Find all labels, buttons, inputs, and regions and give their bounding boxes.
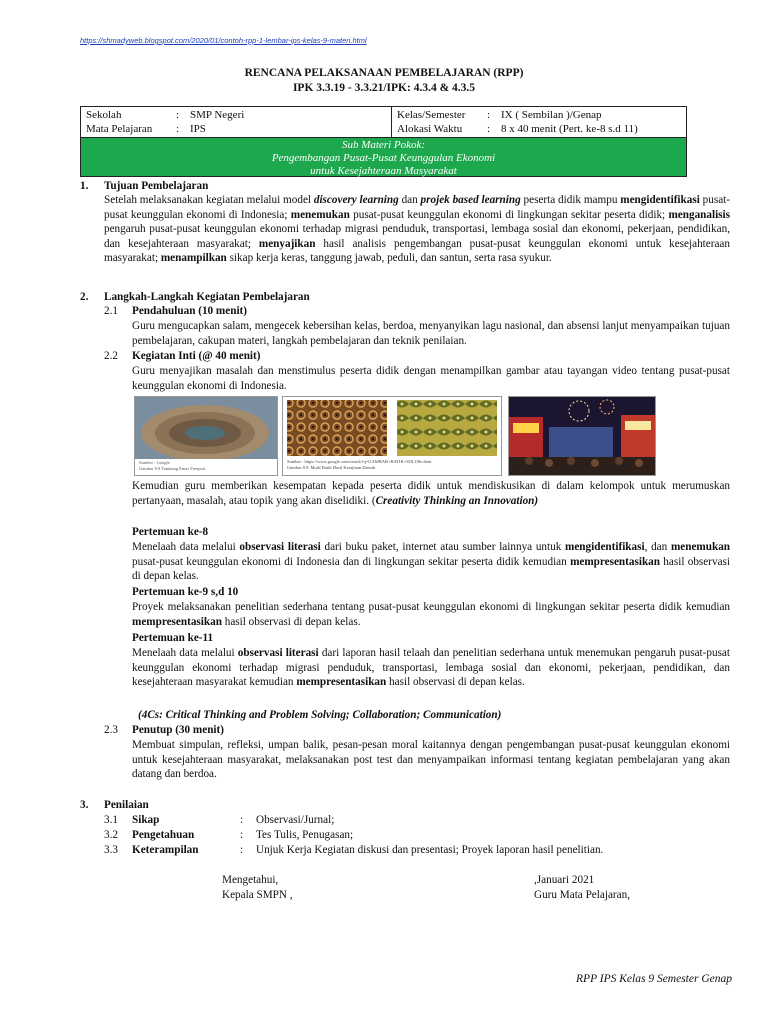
sub-materi-banner <box>80 137 687 177</box>
s23-text: Membuat simpulan, refleksi, umpan balik, pesan-pesan moral kaitannya dengan pengembangan pusat-pusat keunggulan ekonomi untuk kesejahteraan masyarakat, melaksanakan post test dan menyampaikan informasi tentang kegiatan pembelajaran yang akan datang dan berdoa. <box>132 739 730 781</box>
p8-text: Menelaah data melalui observasi literasi dari buku paket, internet atau sumber lainnya untuk mengidentifikasi, dan menemukan pusat-pusat keunggulan ekonomi di Indonesia dan di lingkungan sekitar peserta didik kemudian mempresentasikan hasil observasi di depan kelas. <box>132 541 731 583</box>
p9-text: Proyek melaksanakan penelitian sederhana tentang pusat-pusat keunggulan ekonomi di lingkungan sekitar peserta didik kemudian mempresentasikan hasil observasi di depan kelas. <box>132 601 730 628</box>
p8-heading: Pertemuan ke-8 <box>132 526 209 538</box>
section2-heading: 2. Langkah-Langkah Kegiatan Pembelajaran <box>80 291 310 303</box>
alokasi-value: 8 x 40 menit (Pert. ke-8 s.d 11) <box>501 123 638 136</box>
document-subtitle: IPK 3.3.19 - 3.3.21/IPK: 4.3.4 & 4.3.5 <box>292 82 476 94</box>
signature-right-line1: ,Januari 2021 <box>534 874 595 886</box>
sekolah-value: SMP Negeri <box>190 109 245 121</box>
section3-heading: 3. Penilaian <box>80 799 149 811</box>
section1-text: Setelah melaksanakan kegiatan melalui model discovery learning dan projek based learning peserta didik mampu mengidentifikasi pusat-pusat keunggulan ekonomi di Indonesia; menemukan pusat-pusat keunggulan ekonomi di lingkungan sekitar peserta didik; menganalisis pengaruh pusat-pusat keunggulan ekonomi terhadap migrasi penduduk, transportasi, lembaga sosial dan ekonomi, pekerjaan, pendidikan, dan kesejahteraan masyarakat; menyajikan hasil analisis pengembangan pusat-pusat keunggulan ekonomi untuk kesejahteraan masyarakat; menampilkan sikap kerja keras, tanggung jawab, peduli, dan santun, serta rasa syukur. <box>104 194 731 265</box>
s23-heading: 2.3 Penutup (30 menit) <box>104 724 224 736</box>
alokasi-label: Alokasi Waktu <box>397 123 463 136</box>
info-table: Sekolah : SMP Negeri Mata Pelajaran : IPS Kelas/Semester : IX ( Sembilan )/Genap Alokasi Waktu : 8 x 40 menit (Pert. ke-8 s.d 11) <box>80 106 687 139</box>
s21-text: Guru mengucapkan salam, mengecek kebersihan kelas, berdoa, menyanyikan lagu nasional, dan absensi lanjut menyampaikan tujuan pembelajaran, cakupan materi, langkah pembelajaran dan teknik penilaian. <box>132 320 730 347</box>
mapel-value: IPS <box>190 123 206 136</box>
festival-image <box>508 396 656 476</box>
batik-caption: Sumber : https://www.google.com/search?q=GAMBAR+BATIK+SOLO&client Gambar 8.9. Motif Batik Hasil Kerajinan Daerah <box>287 459 432 470</box>
signature-left-line1: Mengetahui, <box>222 874 279 886</box>
penilaian-item-3: 3.3 Keterampilan : Unjuk Kerja Kegiatan diskusi dan presentasi; Proyek laporan hasil penelitian. <box>104 844 604 856</box>
s22-text: Guru menyajikan masalah dan menstimulus peserta didik dengan menampilkan gambar atau tayangan video tentang pusat-pusat keunggulan ekonomi di Indonesia. <box>132 365 730 392</box>
sub-materi-label: Sub Materi Pokok: <box>341 139 426 151</box>
document-title: RENCANA PELAKSANAAN PEMBELAJARAN (RPP) <box>244 67 524 79</box>
kelas-label: Kelas/Semester <box>397 109 466 121</box>
batik-image <box>282 396 502 476</box>
section1-heading: 1. Tujuan Pembelajaran <box>80 180 209 192</box>
mine-caption: Sumber : Google Gambar 8.8 Tambang Emas Freeport <box>139 460 206 471</box>
s22-text2: Kemudian guru memberikan kesempatan kepada peserta didik untuk mendiskusikan di dalam kelompok untuk merumuskan pertanyaan, masalah, atau topik yang akan diselidiki. (Creativity Thinking an Innovation) <box>132 480 730 507</box>
p11-heading: Pertemuan ke-11 <box>132 632 214 644</box>
penilaian-item-2: 3.2 Pengetahuan : Tes Tulis, Penugasan; <box>104 829 354 841</box>
mapel-label: Mata Pelajaran <box>86 123 153 136</box>
source-url-link[interactable]: https://shmadyweb.blogspot.com/2020/01/contoh-rpp-1-lembar-ips-kelas-9-materi.html <box>80 36 367 45</box>
sub-materi-line1: Pengembangan Pusat-Pusat Keunggulan Ekonomi <box>271 152 496 164</box>
mine-image <box>134 396 278 476</box>
sub-materi-line2: untuk Kesejahteraan Masyarakat <box>310 165 457 177</box>
kelas-value: IX ( Sembilan )/Genap <box>501 109 602 121</box>
signature-right-line2: Guru Mata Pelajaran, <box>534 889 630 901</box>
penilaian-item-1: 3.1 Sikap : Observasi/Jurnal; <box>104 814 335 826</box>
page-footer: RPP IPS Kelas 9 Semester Genap <box>576 973 732 985</box>
p11-text: Menelaah data melalui observasi literasi dari laporan hasil telaah dan penelitian sederhana untuk menemukan pengaruh pusat-pusat keunggulan ekonomi terhadap migrasi penduduk, transportasi, lembaga sosial dan ekonomi, pekerjaan, pendidikan, dan kesejahteraan masyarakat kemudian mempresentasikan hasil observasi di depan kelas. <box>132 647 730 689</box>
signature-left-line2: Kepala SMPN , <box>222 889 293 901</box>
sekolah-label: Sekolah <box>86 109 122 121</box>
s21-heading: 2.1 Pendahuluan (10 menit) <box>104 305 247 317</box>
fourc-note: (4Cs: Critical Thinking and Problem Solving; Collaboration; Communication) <box>138 709 502 721</box>
p9-heading: Pertemuan ke-9 s,d 10 <box>132 586 239 598</box>
s22-heading: 2.2 Kegiatan Inti (@ 40 menit) <box>104 350 261 362</box>
